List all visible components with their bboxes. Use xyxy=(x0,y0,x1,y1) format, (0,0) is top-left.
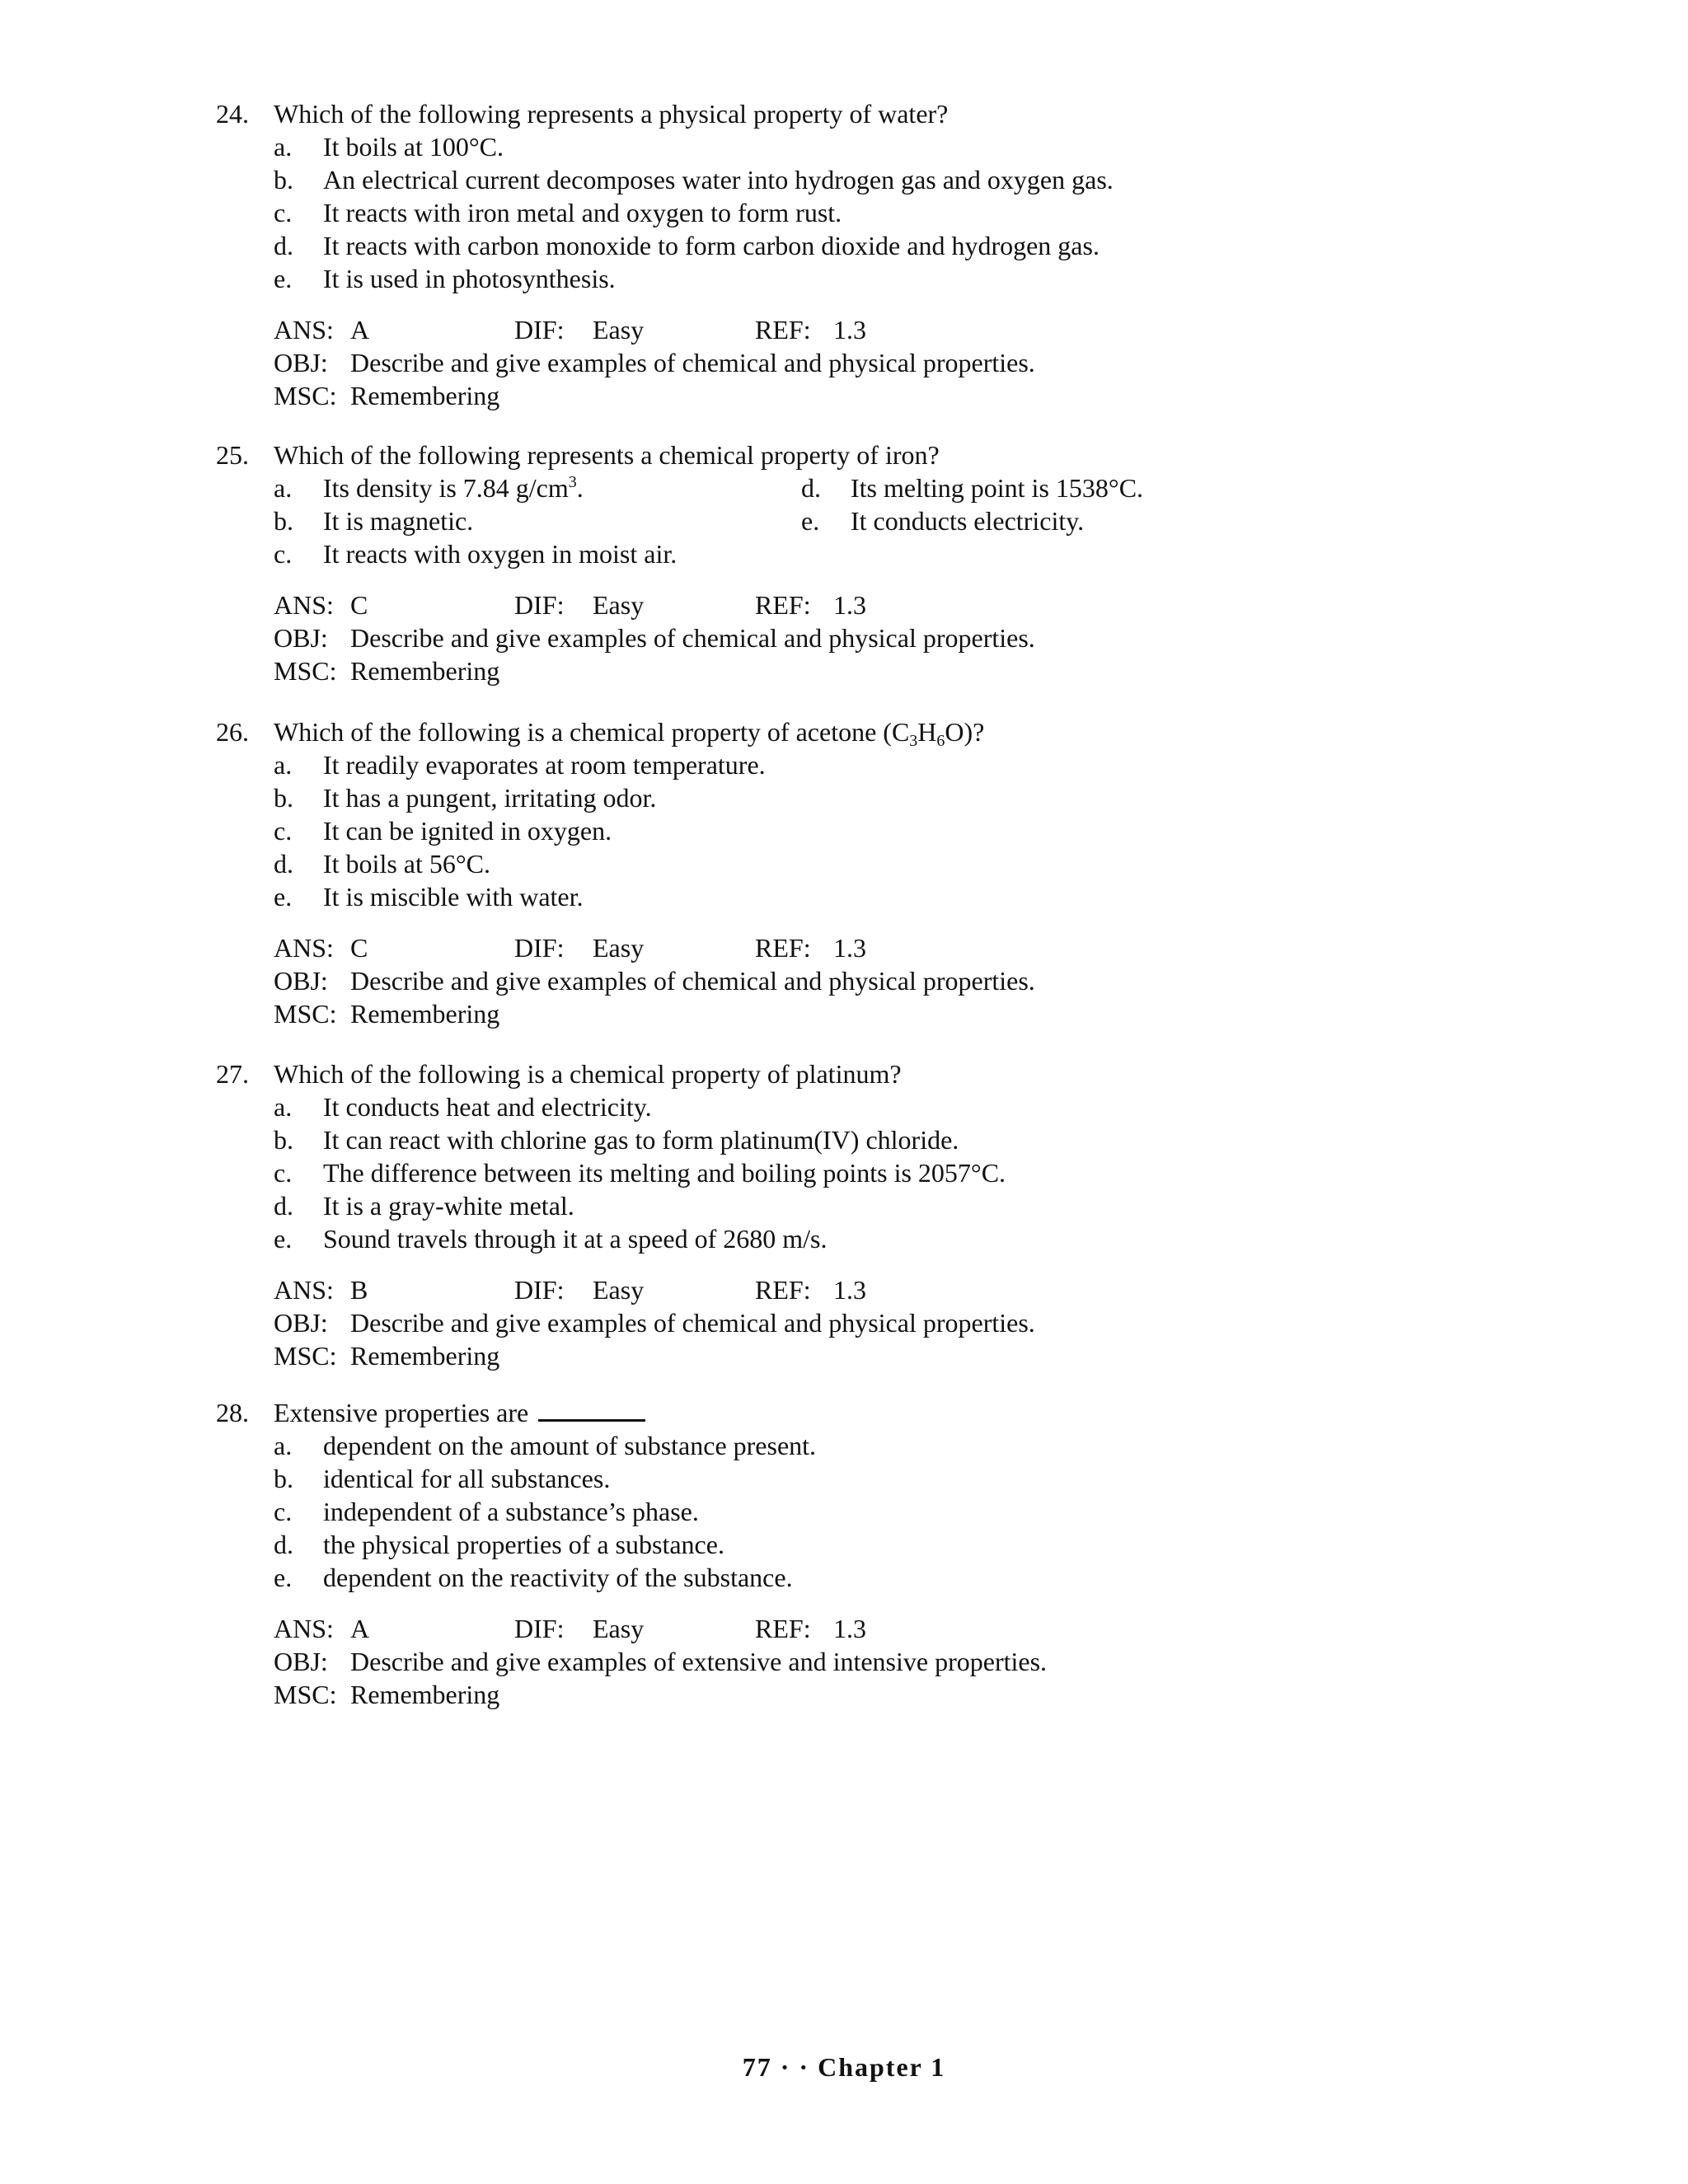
difficulty-value: Easy xyxy=(593,315,645,344)
difficulty-value: Easy xyxy=(593,933,645,963)
difficulty-value: Easy xyxy=(593,590,645,620)
option-a: a. It boils at 100°C. xyxy=(274,132,504,162)
answer-options xyxy=(274,748,1485,913)
question-number: 28. xyxy=(216,1398,249,1427)
option-c: c. independent of a substance’s phase. xyxy=(274,1497,699,1526)
question-stem: Which of the following is a chemical property of acetone $(C_3H_6O)$? xyxy=(274,717,985,750)
option-b: b. It is magnetic. xyxy=(274,506,474,536)
option-d: d. It reacts with carbon monoxide to form carbon dioxide and hydrogen gas. xyxy=(274,231,1100,260)
page-footer: 77 · · Chapter 1 xyxy=(742,2052,946,2082)
question-stem: Extensive properties are xyxy=(274,1396,1485,1429)
option-a: a. It readily evaporates at room temperature. xyxy=(274,750,766,780)
option-c: c. It can be ignited in oxygen. xyxy=(274,816,612,846)
answer-metadata: ANS: C DIF: Easy REF: 1.3 OBJ: Describe and give examples of chemical and physical properties. MSC: Remembering xyxy=(274,590,1035,686)
question-24 xyxy=(216,97,1485,412)
question-number: 27. xyxy=(216,1059,249,1089)
option-c: c. It reacts with oxygen in moist air. xyxy=(274,539,678,569)
question-28 xyxy=(216,1396,1485,1711)
answer-value: B xyxy=(350,1275,368,1305)
question-number: 24. xyxy=(216,99,249,129)
reference-value: 1.3 xyxy=(833,315,866,344)
answer-value: C xyxy=(350,590,368,620)
reference-value: 1.3 xyxy=(833,1275,866,1305)
option-a: a. Its density is 7.84 $g/cm^3$. xyxy=(274,473,584,503)
answer-value: A xyxy=(350,315,370,344)
objective-value: Describe and give examples of extensive and intensive properties. xyxy=(350,1647,1048,1676)
answer-metadata: ANS: A DIF: Easy REF: 1.3 OBJ: Describe and give examples of chemical and physical properties. MSC: Remembering xyxy=(274,315,1035,410)
option-e: e. dependent on the reactivity of the substance. xyxy=(274,1563,793,1592)
answer-blank xyxy=(538,1398,645,1422)
option-d: d. the physical properties of a substance. xyxy=(274,1530,724,1559)
question-25 xyxy=(216,438,1485,687)
msc-value: Remembering xyxy=(350,656,500,686)
option-a: a. It conducts heat and electricity. xyxy=(274,1092,652,1122)
option-e: e. It is used in photosynthesis. xyxy=(274,264,616,293)
option-e: e. It conducts electricity. xyxy=(801,506,1085,536)
objective-value: Describe and give examples of chemical and physical properties. xyxy=(350,1308,1035,1338)
option-b: b. It has a pungent, irritating odor. xyxy=(274,783,657,813)
option-c: c. The difference between its melting and boiling points is 2057°C. xyxy=(274,1158,1006,1188)
objective-value: Describe and give examples of chemical and physical properties. xyxy=(350,966,1035,996)
answer-options xyxy=(274,1090,1485,1255)
difficulty-value: Easy xyxy=(593,1275,645,1305)
msc-value: Remembering xyxy=(350,999,500,1029)
question-number: 25. xyxy=(216,440,249,470)
msc-value: Remembering xyxy=(350,381,500,410)
option-e: e. Sound travels through it at a speed of 2680 m/s. xyxy=(274,1224,828,1254)
objective-value: Describe and give examples of chemical and physical properties. xyxy=(350,623,1035,653)
question-number: 26. xyxy=(216,717,249,747)
answer-metadata: ANS: B DIF: Easy REF: 1.3 OBJ: Describe and give examples of chemical and physical properties. MSC: Remembering xyxy=(274,1275,1035,1371)
option-d: d. It boils at 56°C. xyxy=(274,849,491,879)
objective-value: Describe and give examples of chemical and physical properties. xyxy=(350,348,1035,377)
option-b: b. identical for all substances. xyxy=(274,1464,611,1493)
answer-metadata: ANS: C DIF: Easy REF: 1.3 OBJ: Describe and give examples of chemical and physical properties. MSC: Remembering xyxy=(274,933,1035,1029)
reference-value: 1.3 xyxy=(833,933,866,963)
option-b: b. It can react with chlorine gas to form platinum(IV) chloride. xyxy=(274,1125,959,1155)
answer-options xyxy=(274,130,1485,295)
answer-value: A xyxy=(350,1614,370,1643)
question-stem: Which of the following represents a physical property of water? xyxy=(274,99,949,129)
option-d: d. It is a gray-white metal. xyxy=(274,1191,574,1221)
question-stem: Which of the following represents a chemical property of iron? xyxy=(274,440,940,470)
difficulty-value: Easy xyxy=(593,1614,645,1643)
option-c: c. It reacts with iron metal and oxygen to form rust. xyxy=(274,198,842,227)
question-26 xyxy=(216,715,1485,1030)
option-e: e. It is miscible with water. xyxy=(274,882,584,912)
msc-value: Remembering xyxy=(350,1680,500,1709)
option-d: d. Its melting point is 1538°C. xyxy=(801,473,1144,503)
msc-value: Remembering xyxy=(350,1341,500,1371)
answer-metadata: ANS: A DIF: Easy REF: 1.3 OBJ: Describe and give examples of extensive and intensive properties. MSC: Remembering xyxy=(274,1614,1048,1709)
option-a: a. dependent on the amount of substance present. xyxy=(274,1431,817,1460)
reference-value: 1.3 xyxy=(833,1614,866,1643)
option-b: b. An electrical current decomposes water into hydrogen gas and oxygen gas. xyxy=(274,165,1114,194)
answer-options xyxy=(274,471,1485,570)
question-27 xyxy=(216,1057,1485,1372)
answer-options xyxy=(274,1429,1485,1594)
answer-value: C xyxy=(350,933,368,963)
reference-value: 1.3 xyxy=(833,590,866,620)
question-stem: Which of the following is a chemical property of platinum? xyxy=(274,1059,902,1089)
